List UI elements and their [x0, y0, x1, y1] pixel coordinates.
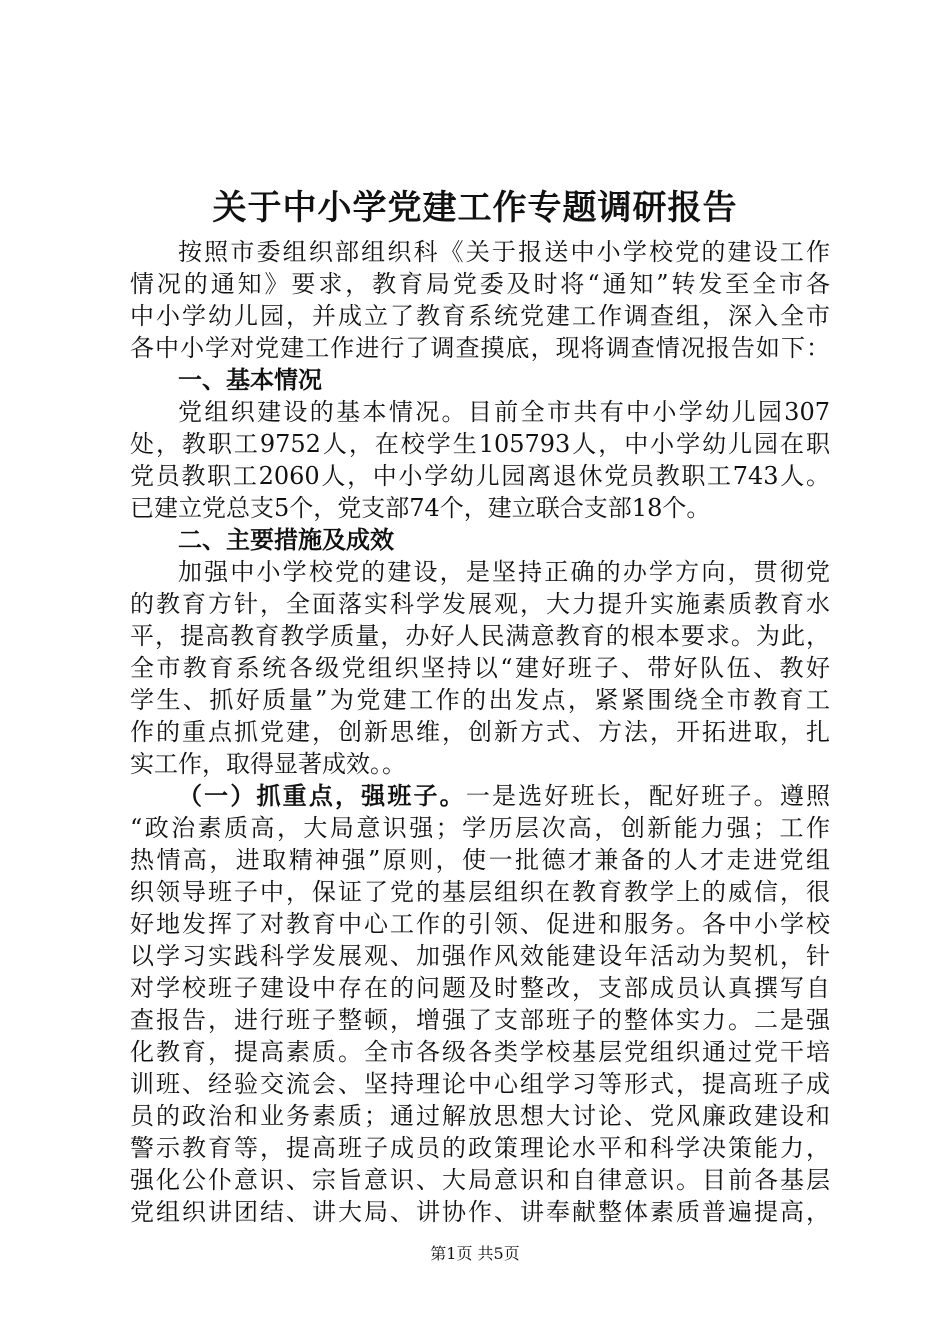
subsection-heading: （一）抓重点，强班子。 [178, 781, 466, 810]
text-run: 一是选好班长，配好班子。遵照 [465, 782, 831, 810]
text-line: 热情高，进取精神强”原则，使一批德才兼备的人才走进党组 [130, 846, 830, 874]
text-line: 强化公仆意识、宗旨意识、大局意识和自律意识。目前各基层 [130, 1166, 830, 1194]
text-line: 作的重点抓党建，创新思维，创新方式、方法，开拓进取，扎 [130, 718, 830, 746]
text-line: 按照市委组织部组织科《关于报送中小学校党的建设工作 [178, 238, 830, 266]
section-heading: 一、基本情况 [178, 365, 322, 394]
text-line: 情况的通知》要求，教育局党委及时将“通知”转发至全市各 [130, 270, 830, 298]
document-body [130, 236, 830, 1228]
text-line: 的教育方针，全面落实科学发展观，大力提升实施素质教育水 [130, 590, 830, 618]
document-title: 关于中小学党建工作专题调研报告 [212, 188, 738, 228]
subsection-first-line [130, 780, 830, 812]
text-line: 训班、经验交流会、坚持理论中心组学习等形式，提高班子成 [130, 1070, 830, 1098]
text-line: 好地发挥了对教育中心工作的引领、促进和服务。各中小学校 [130, 910, 830, 938]
page-footer: 第1页 共5页 [430, 1244, 520, 1263]
text-line: 织领导班子中，保证了党的基层组织在教育教学上的威信，很 [130, 878, 830, 906]
text-line: 全市教育系统各级党组织坚持以“建好班子、带好队伍、教好 [130, 654, 830, 682]
text-line: 中小学幼儿园，并成立了教育系统党建工作调查组，深入全市 [130, 302, 830, 330]
section-heading: 二、主要措施及成效 [178, 525, 394, 554]
text-line: 对学校班子建设中存在的问题及时整改，支部成员认真撰写自 [130, 974, 830, 1002]
text-line: 实工作，取得显著成效。。 [130, 750, 406, 778]
text-line: 加强中小学校党的建设，是坚持正确的办学方向，贯彻党 [178, 558, 830, 586]
text-line: 已建立党总支5个，党支部74个，建立联合支部18个。 [130, 494, 711, 522]
text-line: 各中小学对党建工作进行了调查摸底，现将调查情况报告如下： [130, 334, 830, 362]
text-line: 处，教职工9752人，在校学生105793人，中小学幼儿园在职 [130, 430, 830, 458]
text-line: 平，提高教育教学质量，办好人民满意教育的根本要求。为此， [130, 622, 830, 650]
text-line: 党组织讲团结、讲大局、讲协作、讲奉献整体素质普遍提高， [130, 1198, 830, 1226]
text-line: 查报告，进行班子整顿，增强了支部班子的整体实力。二是强 [130, 1006, 830, 1034]
text-line: 学生、抓好质量”为党建工作的出发点，紧紧围绕全市教育工 [130, 686, 830, 714]
text-line: “政治素质高，大局意识强；学历层次高，创新能力强；工作 [130, 814, 830, 842]
text-line: 党组织建设的基本情况。目前全市共有中小学幼儿园307 [178, 398, 830, 426]
text-line: 化教育，提高素质。全市各级各类学校基层党组织通过党干培 [130, 1038, 830, 1066]
text-line: 以学习实践科学发展观、加强作风效能建设年活动为契机，针 [130, 942, 830, 970]
text-line: 员的政治和业务素质；通过解放思想大讨论、党风廉政建设和 [130, 1102, 830, 1130]
text-line: 党员教职工2060人，中小学幼儿园离退休党员教职工743人。 [130, 462, 830, 490]
text-line: 警示教育等，提高班子成员的政策理论水平和科学决策能力， [130, 1134, 830, 1162]
